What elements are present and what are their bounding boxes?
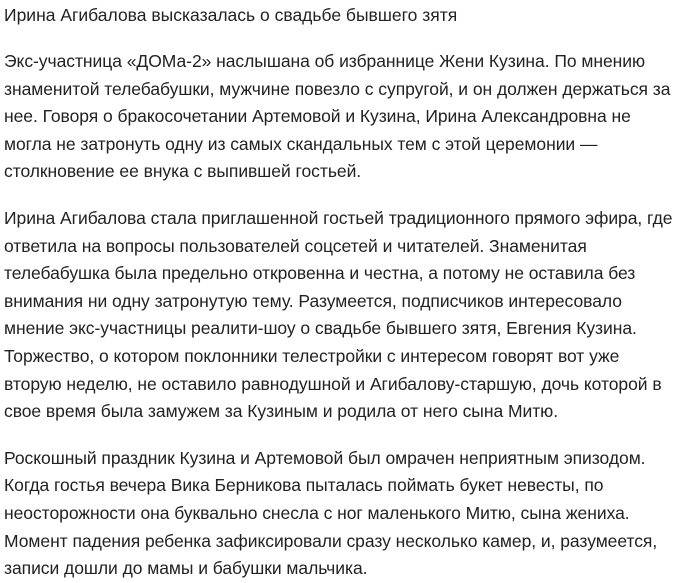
article-title: Ирина Агибалова высказалась о свадьбе бывшего зятя [4,5,458,25]
paragraph-line: ответила на вопросы пользователей соцсетей и читателей. Знаменитая [4,235,587,256]
paragraph-line: столкновение ее внука с выпившей гостьей. [4,161,362,182]
paragraph-line: Ирина Агибалова стала приглашенной гостьей традиционного прямого эфира, где [4,207,673,228]
paragraph-line: вторую неделю, не оставило равнодушной и Агибалову-старшую, дочь которой в [4,373,662,394]
paragraph-line: могла не затронуть одну из самых скандальных тем с этой церемонии — [4,133,598,154]
article-paragraph-2 [4,205,697,426]
paragraph-line: знаменитой телебабушки, мужчине повезло с супругой, и он должен держаться за [4,78,671,99]
article [4,0,697,583]
paragraph-line: Экс-участница «ДОМа-2» наслышана об избраннице Жени Кузина. По мнению [4,51,646,71]
paragraph-line: Момент падения ребенка зафиксировали сразу несколько камер, и, разумеется, [4,530,658,551]
paragraph-line: неосторожности она буквально снесла с ног маленького Митю, сына жениха. [4,502,630,523]
paragraph-line: телебабушка была предельно откровенна и честна, а потому не оставила без [4,263,636,284]
paragraph-line: записи дошли до мамы и бабушки мальчика. [4,558,368,579]
article-paragraph-3 [4,445,697,583]
paragraph-line: Когда гостья вечера Вика Берникова пыталась поймать букет невесты, по [4,475,604,496]
paragraph-line: свое время была замужем за Кузиным и родила от него сына Митю. [4,401,559,422]
paragraph-line: Роскошный праздник Кузина и Артемовой был омрачен неприятным эпизодом. [4,447,646,468]
paragraph-line: внимания ни одну затронутую тему. Разумеется, подписчиков интересовало [4,290,622,311]
article-paragraph-1 [4,48,697,186]
paragraph-line: мнение экс-участницы реалити-шоу о свадьбе бывшего зятя, Евгения Кузина. [4,318,637,339]
paragraph-line: нее. Говоря о бракосочетании Артемовой и Кузина, Ирина Александровна не [4,106,631,127]
paragraph-line: Торжество, о котором поклонники телестройки с интересом говорят вот уже [4,345,620,366]
